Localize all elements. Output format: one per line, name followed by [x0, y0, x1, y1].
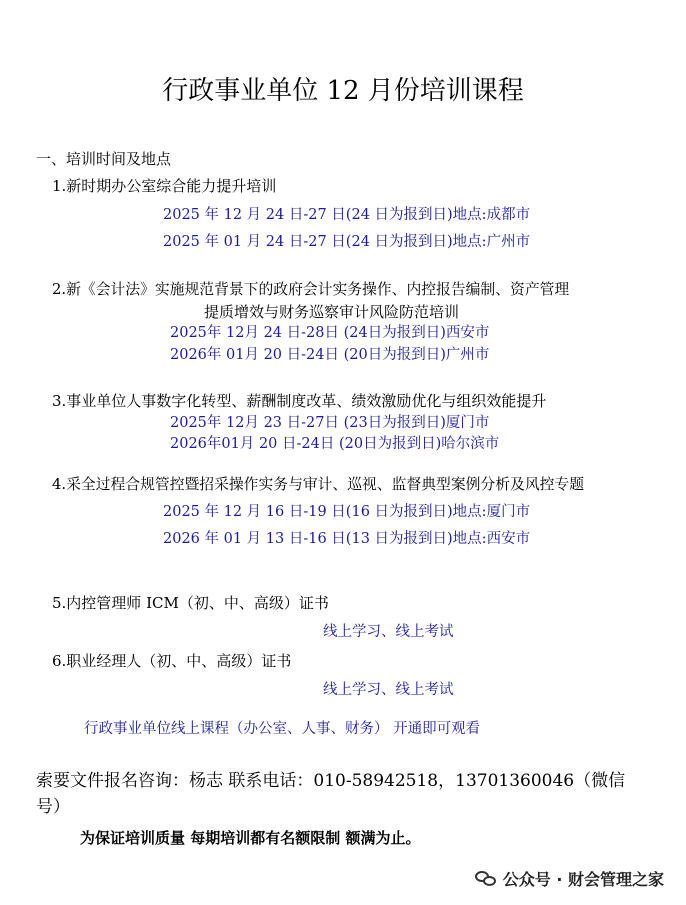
page-title: 行政事业单位 12 月份培训课程 [162, 76, 524, 106]
course-1-schedule-1: 2025 年 12 月 24 日-27 日(24 日为报到日)地点:成都市 [163, 207, 531, 223]
quota-notice: 为保证培训质量 每期培训都有名额限制 额满为止。 [80, 829, 421, 847]
course-1-schedule-2: 2025 年 01 月 24 日-27 日(24 日为报到日)地点:广州市 [163, 234, 531, 250]
course-2-schedule-1: 2025年 12月 24 日-28日 (24日为报到日)西安市 [170, 325, 490, 341]
course-5-mode: 线上学习、线上考试 [323, 624, 454, 640]
online-courses-note: 行政事业单位线上课程（办公室、人事、财务） 开通即可观看 [84, 721, 481, 737]
wechat-account-watermark [475, 867, 664, 890]
course-1-title: 1.新时期办公室综合能力提升培训 [52, 177, 277, 195]
course-2-title-line2: 提质增效与财务巡察审计风险防范培训 [204, 303, 460, 321]
section-heading: 一、培训时间及地点 [36, 150, 172, 168]
course-3-schedule-2: 2026年01月 20 日-24日 (20日为报到日)哈尔滨市 [170, 436, 500, 452]
course-4-schedule-2: 2026 年 01 月 13 日-16 日(13 日为报到日)地点:西安市 [163, 531, 531, 547]
course-6-title: 6.职业经理人（初、中、高级）证书 [52, 652, 292, 670]
wechat-icon [475, 870, 497, 888]
course-4-schedule-1: 2025 年 12 月 16 日-19 日(16 日为报到日)地点:厦门市 [163, 504, 531, 520]
course-2-title: 2.新《会计法》实施规范背景下的政府会计实务操作、内控报告编制、资产管理 [52, 281, 570, 298]
course-3-title: 3.事业单位人事数字化转型、薪酬制度改革、绩效激励优化与组织效能提升 [52, 392, 547, 410]
course-2-schedule-2: 2026年 01月 20 日-24日 (20日为报到日)广州市 [170, 347, 490, 363]
wechat-account-name: 公众号 · 财会管理之家 [502, 870, 664, 889]
contact-info: 索要文件报名咨询：杨志 联系电话：010-58942518，13701360046（微信号） [36, 771, 626, 817]
course-6-mode: 线上学习、线上考试 [323, 682, 454, 698]
course-5-title: 5.内控管理师 ICM（初、中、高级）证书 [52, 594, 329, 612]
course-3-schedule-1: 2025年 12月 23 日-27日 (23日为报到日)厦门市 [170, 415, 490, 431]
course-4-title: 4.采全过程合规管控暨招采操作实务与审计、巡视、监督典型案例分析及风控专题 [52, 476, 585, 493]
